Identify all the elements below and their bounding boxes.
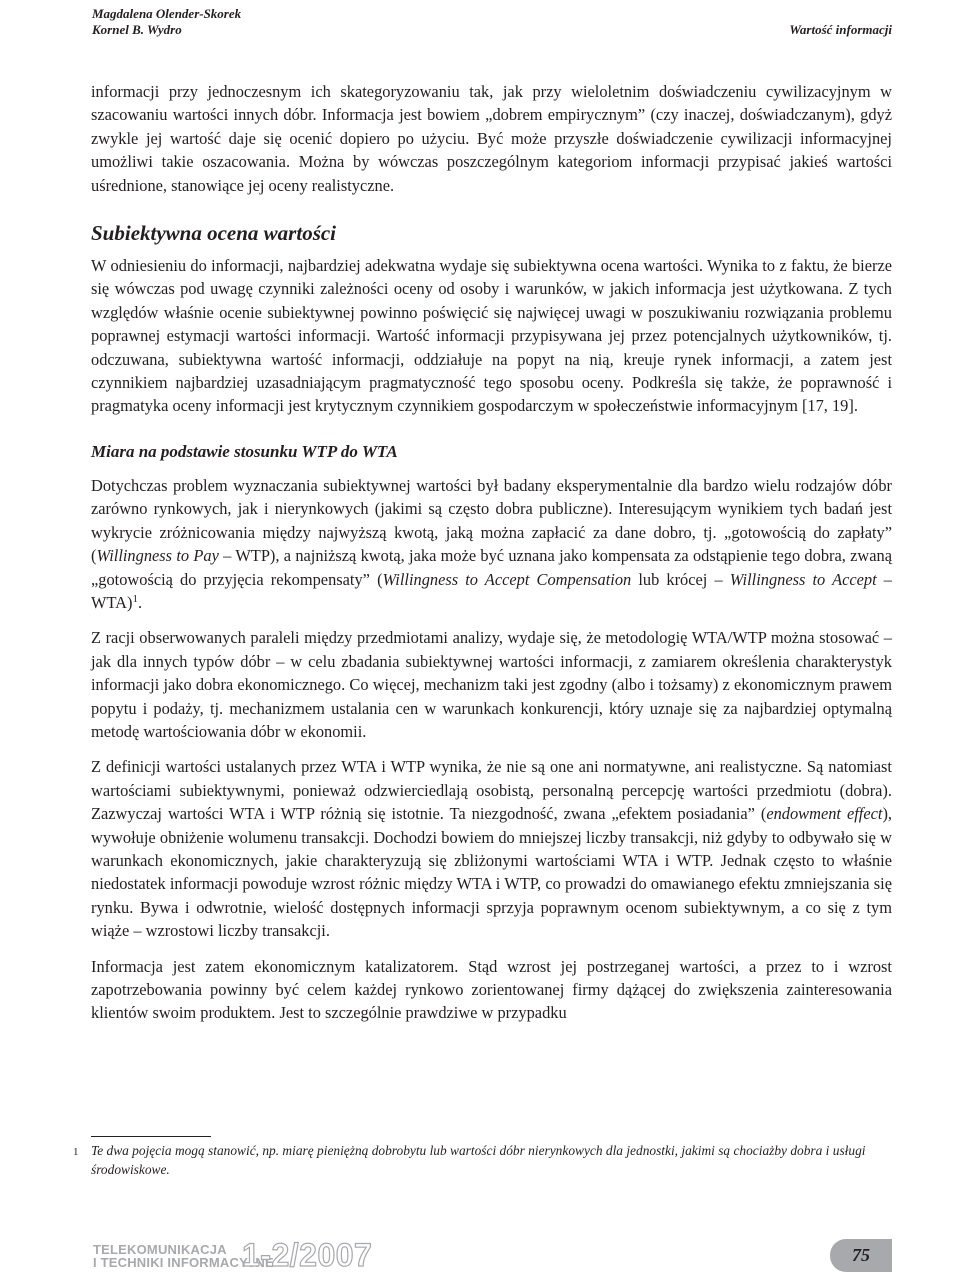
paragraph-wtp-wta xyxy=(91,474,892,614)
header-running-title: Wartość informacji xyxy=(789,22,892,37)
paragraph-endowment-effect xyxy=(91,755,892,942)
page-number: 75 xyxy=(852,1245,870,1265)
subsection-heading: Miara na podstawie stosunku WTP do WTA xyxy=(91,441,398,461)
text-run: . xyxy=(137,592,143,612)
header-author-2: Kornel B. Wydro xyxy=(92,22,182,37)
footnote-reference[interactable]: 1 xyxy=(132,592,138,605)
text-run: Dotychczas problem wyznaczania subiektywnej wartości był badany eksperymentalnie dla bardzo wielu rodzajów dóbr zarówno rynkowych, jak i nierynkowych (jakimi są często dobra publiczne). Interesującym wynikiem tych badań jest wykrycie zróżnicowania między najwyższą kwotą, jaką można zapłacić za dane dobro, tj. „gotowością do zapłaty” ( xyxy=(91,475,892,566)
article-body xyxy=(91,80,892,1037)
paragraph-methodology: Z racji obserwowanych paraleli między przedmiotami analizy, wydaje się, że metodologię WTA/WTP można stosować – jak dla innych typów dóbr – w celu zbadania subiektywnej wartości informacji, z zamiarem określenia charakterystyk informacji jako dobra ekonomicznego. Co więcej, mechanizm taki jest zgodny (albo i tożsamy) z ekonomicznym prawem popytu i podaży, tj. mechanizmem ustalania cen w warunkach konkurencji, który uznaje się za najbardziej optymalną metodę wartościowania dóbr w ekonomii. xyxy=(91,628,892,741)
paragraph-subjective-valuation: W odniesieniu do informacji, najbardziej adekwatna wydaje się subiektywna ocena wartości. Wynika to z faktu, że bierze się wówczas pod uwagę czynniki zależności oceny od osoby i warunków, w jakich informacja jest użytkowana. Z tych względów właśnie ocenie subiektywnej powinno poświęcić się najwięcej uwagi w poszukiwaniu rozwiązania problemu poprawnej estymacji wartości informacji. Wartość informacji przypisywana jej przez potencjalnych użytkowników, tj. odczuwana, subiektywna wartość informacji, oddziałuje na popyt na nią, kreuje rynek informacji, a zatem jest czynnikiem najbardziej uzasadniającym pragmatyczność tego sposobu oceny. Podkreśla się także, że poprawność i pragmatyka oceny informacji jest krytycznym czynnikiem gospodarczym w społeczeństwie informacyjnym [17, 19]. xyxy=(91,256,892,416)
page-header xyxy=(92,6,892,40)
header-authors xyxy=(92,6,241,38)
term-endowment-effect: endowment effect xyxy=(766,804,883,824)
journal-issue: 1-2/2007 xyxy=(242,1237,373,1273)
footnote xyxy=(73,1141,891,1179)
text-run: – WTA) xyxy=(91,569,892,612)
term-willingness-to-accept-compensation: Willingness to Accept Compensation xyxy=(382,569,632,589)
footnote-number: 1 xyxy=(73,1146,79,1158)
paragraph-catalyst: Informacja jest zatem ekonomicznym katalizatorem. Stąd wzrost jej postrzeganej wartości, a przez to i wzrost zapotrzebowania powinny być celem każdej rynkowo zorientowanej firmy dążącej do zwiększenia zainteresowania klientów swoim produktem. Jest to szczególnie prawdziwe w przypadku xyxy=(91,956,892,1023)
journal-brand-line-1: TELEKOMUNIKACJA xyxy=(93,1242,227,1257)
term-willingness-to-accept: Willingness to Accept xyxy=(729,569,877,589)
section-heading: Subiektywna ocena wartości xyxy=(91,221,337,246)
text-run: lub krócej – xyxy=(631,569,730,589)
paragraph-intro-continuation: informacji przy jednoczesnym ich skategoryzowaniu tak, jak przy wieloletnim doświadczeniu cywilizacyjnym w szacowaniu wartości innych dóbr. Informacja jest bowiem „dobrem empirycznym” (czy inaczej, doświadczanym), gdyż zwykle jej wartość daje się ocenić dopiero po użyciu. Być może przyszłe doświadczenie cywilizacji informacyjnej umożliwi takie oszacowania. Można by wówczas poszczególnym kategoriom informacji przypisać jakieś wartości uśrednione, stanowiące jej oceny realistyczne. xyxy=(91,82,892,195)
footnote-divider xyxy=(91,1136,211,1137)
journal-brand-line-2: I TECHNIKI INFORMACYJNE xyxy=(93,1255,274,1270)
text-run: ), wywołuje obniżenie wolumenu transakcji. Dochodzi bowiem do mniejszej liczby transakcji, niż gdyby to odbywało się w warunkach ekonomicznych, jakie charakteryzują się zbliżonymi wartościami WTA i WTP. Jednak często to właśnie niedostatek informacji powoduje wzrost różnic między WTA i WTP, co prowadzi do omawianego efektu zmniejszania się rynku. Bywa i odwrotnie, wielość dostępnych informacji sprzyja poprawnym ocenom subiektywnym, a co się z tym wiąże – wzrostowi liczby transakcji. xyxy=(91,804,892,941)
text-run: – WTP), a najniższą kwotą, jaka może być uznana jako kompensata za odstąpienie tego dobra, zwaną „gotowością do przyjęcia rekompensaty” ( xyxy=(91,546,892,589)
footnote-text: Te dwa pojęcia mogą stanowić, np. miarę pieniężną dobrobytu lub wartości dóbr nierynkowych dla jednostki, jakimi są chociażby dobra i usługi środowiskowe. xyxy=(91,1143,866,1177)
text-run: Z definicji wartości ustalanych przez WTA i WTP wynika, że nie są one ani normatywne, ani realistyczne. Są natomiast wartościami subiektywnymi, ponieważ odzwierciedlają osobistą, personalną percepcję wartości przedmiotu (dobra). Zazwyczaj wartości WTA i WTP różnią się istotnie. Ta niezgodność, zwana „efektem posiadania” ( xyxy=(91,757,892,824)
header-author-1: Magdalena Olender-Skorek xyxy=(92,6,242,21)
page-number-badge xyxy=(830,1239,892,1272)
term-willingness-to-pay: Willingness to Pay xyxy=(96,546,219,566)
